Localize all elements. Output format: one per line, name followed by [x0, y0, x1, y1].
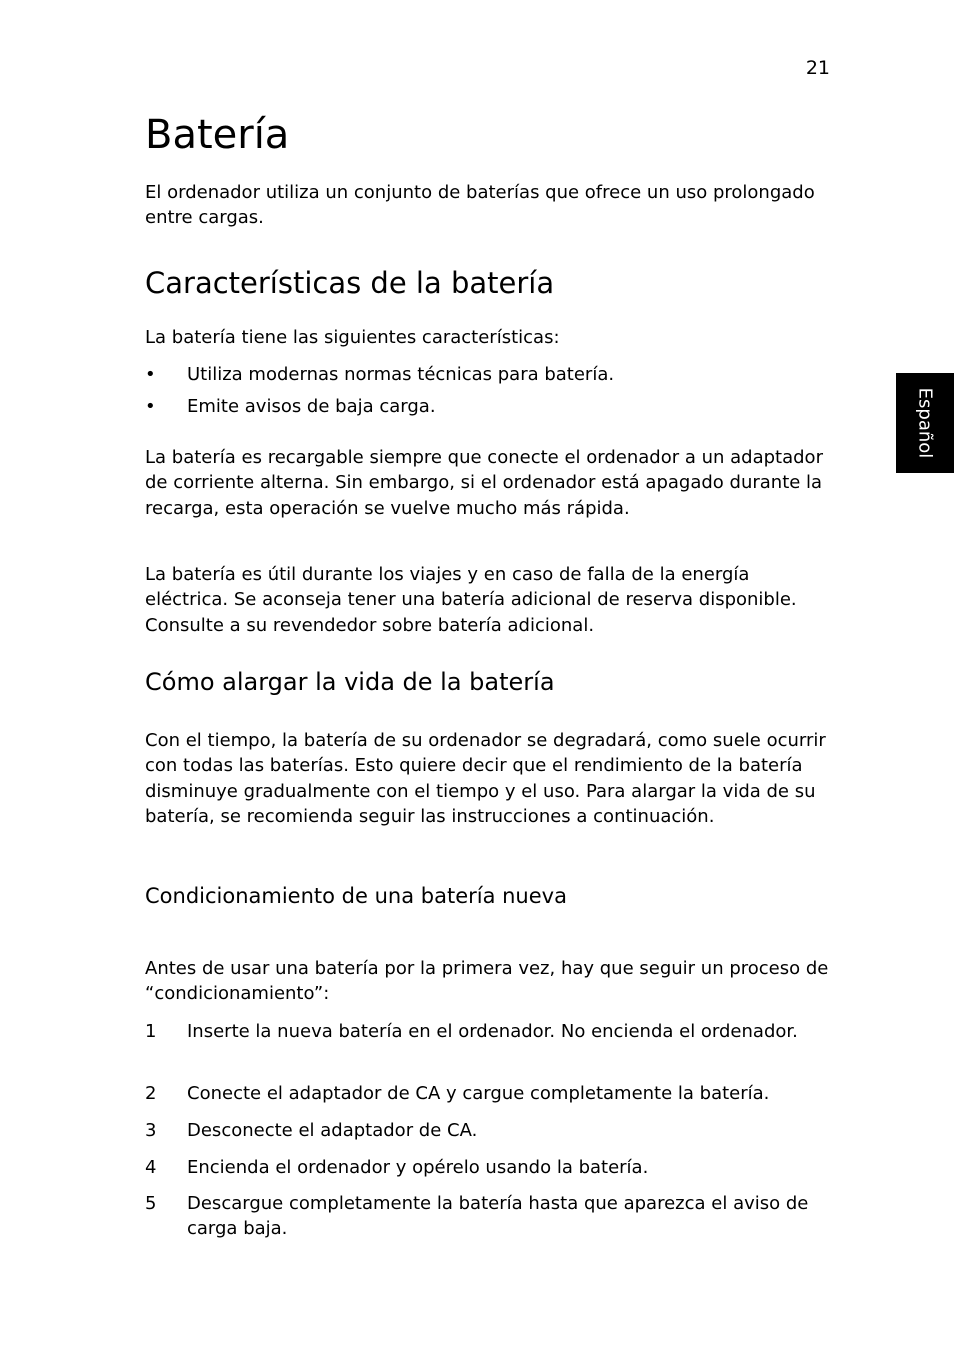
- list-item: [145, 1155, 830, 1180]
- step-number: 2: [145, 1083, 157, 1104]
- features-lead: La batería tiene las siguientes características:: [145, 327, 560, 348]
- list-item: [145, 1019, 830, 1044]
- language-tab-label: Español: [914, 387, 936, 459]
- recharge-paragraph: La batería es recargable siempre que conecte el ordenador a un adaptador de corriente alterna. Sin embargo, si el ordenador está apagado durante la recarga, esta operación se vuelve mucho más rápida.: [145, 447, 823, 519]
- bullet-marker: •: [145, 396, 156, 417]
- page-title: Batería: [145, 112, 290, 158]
- travel-paragraph: La batería es útil durante los viajes y en caso de falla de la energía eléctrica. Se aconseja tener una batería adicional de reserva disponible. Consulte a su revendedor sobre batería adicional.: [145, 564, 797, 636]
- list-item: [145, 394, 830, 419]
- step-text: Conecte el adaptador de CA y cargue completamente la batería.: [187, 1083, 770, 1104]
- list-item: [145, 1118, 830, 1143]
- conditioning-lead: Antes de usar una batería por la primera vez, hay que seguir un proceso de “condicionamiento”:: [145, 958, 829, 1005]
- battery-life-heading: Cómo alargar la vida de la batería: [145, 668, 555, 696]
- step-number: 4: [145, 1157, 157, 1178]
- list-item: [145, 1191, 830, 1242]
- list-item: [145, 362, 830, 387]
- step-text: Encienda el ordenador y opérelo usando la batería.: [187, 1157, 649, 1178]
- bullet-marker: •: [145, 364, 156, 385]
- step-number: 5: [145, 1193, 157, 1214]
- battery-life-paragraph: Con el tiempo, la batería de su ordenador se degradará, como suele ocurrir con todas las baterías. Esto quiere decir que el rendimiento de la batería disminuye gradualmente con el tiempo y el uso. Para alargar la vida de su batería, se recomienda seguir las instrucciones a continuación.: [145, 730, 826, 828]
- step-text: Descargue completamente la batería hasta que aparezca el aviso de carga baja.: [187, 1193, 809, 1240]
- step-text: Desconecte el adaptador de CA.: [187, 1120, 478, 1141]
- list-item: [145, 1081, 830, 1106]
- list-item-text: Emite avisos de baja carga.: [187, 396, 436, 417]
- step-text: Inserte la nueva batería en el ordenador. No encienda el ordenador.: [187, 1021, 798, 1042]
- features-heading: Características de la batería: [145, 266, 555, 300]
- step-number: 3: [145, 1120, 157, 1141]
- language-tab: [896, 373, 954, 473]
- step-number: 1: [145, 1021, 157, 1042]
- conditioning-heading: Condicionamiento de una batería nueva: [145, 884, 567, 908]
- intro-paragraph: El ordenador utiliza un conjunto de baterías que ofrece un uso prolongado entre cargas.: [145, 182, 815, 229]
- list-item-text: Utiliza modernas normas técnicas para batería.: [187, 364, 615, 385]
- page-number: 21: [805, 57, 830, 79]
